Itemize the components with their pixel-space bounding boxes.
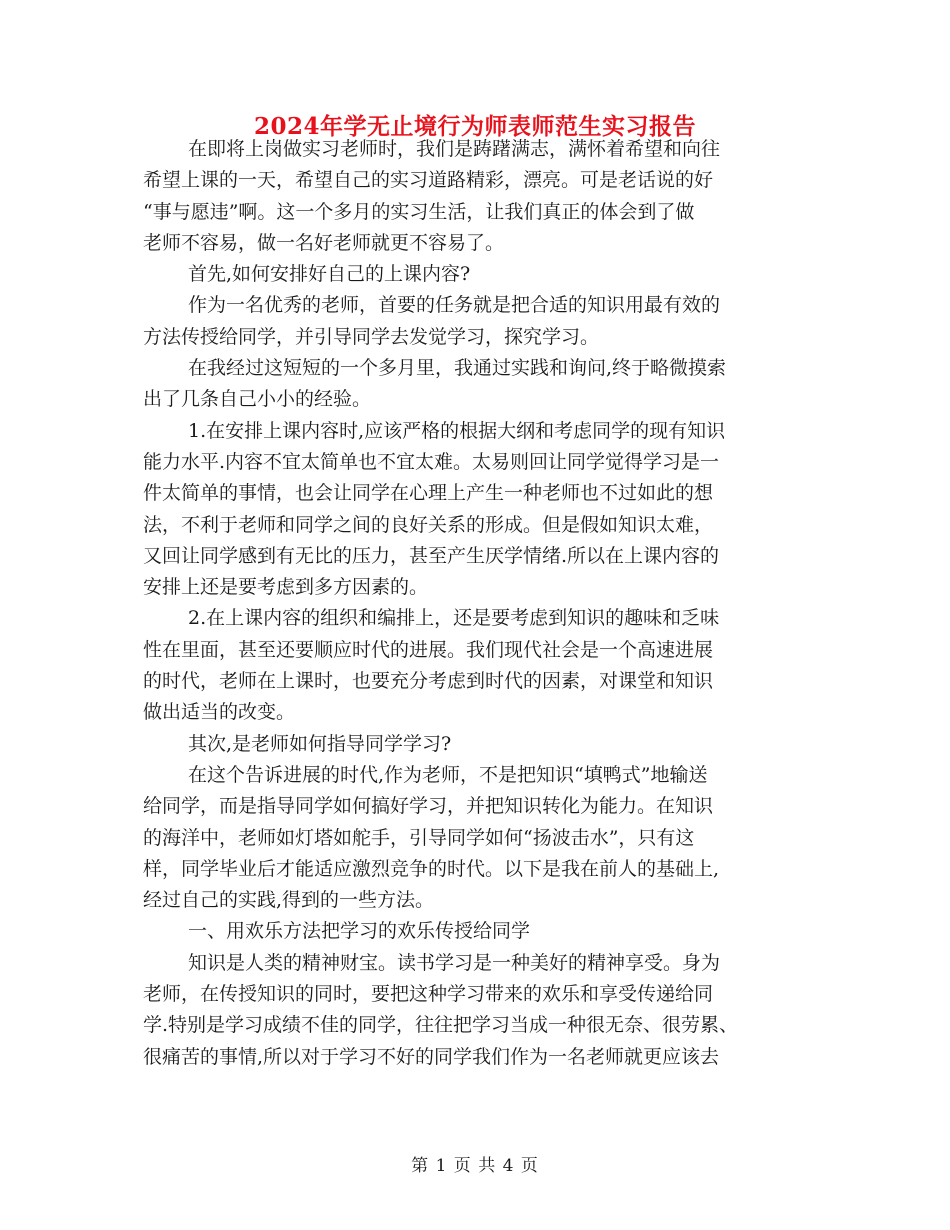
paragraph-line: “事与愿违”啊。这一个多月的实习生活，让我们真正的体会到了做 — [143, 200, 695, 223]
paragraph-line: 的海洋中，老师如灯塔如舵手，引导同学如何“扬波击水”，只有这 — [143, 826, 695, 849]
paragraph-line: 又回让同学感到有无比的压力，甚至产生厌学情绪.所以在上课内容的 — [143, 544, 720, 567]
paragraph-line: 其次,是老师如何指导同学学习? — [188, 732, 452, 755]
paragraph-line: 件太简单的事情，也会让同学在心理上产生一种老师也不过如此的想 — [143, 482, 714, 505]
paragraph-line: 学.特别是学习成绩不佳的同学，往往把学习当成一种很无奈、很劳累、 — [143, 1014, 739, 1037]
section-heading-method-1 — [143, 916, 813, 947]
paragraph-line: 在这个告诉进展的时代,作为老师，不是把知识“填鸭式”地输送 — [188, 763, 708, 786]
document-title: 2024年学无止境行为师表师范生实习报告 — [253, 113, 696, 140]
paragraph-line: 的时代，老师在上课时，也要充分考虑到时代的因素，对课堂和知识 — [143, 670, 714, 693]
paragraph-line: 在即将上岗做实习老师时，我们是踌躇满志，满怀着希望和向往 — [188, 138, 721, 160]
paragraph-guidance — [143, 760, 813, 916]
paragraph-line: 很痛苦的事情,所以对于学习不好的同学我们作为一名老师就更应该去 — [143, 1045, 720, 1068]
section-heading-first — [143, 259, 813, 290]
paragraph-experience — [143, 353, 813, 416]
paragraph-intro — [143, 134, 813, 259]
paragraph-line: 样，同学毕业后才能适应激烈竞争的时代。以下是我在前人的基础上, — [143, 857, 720, 880]
paragraph-point-2 — [143, 603, 813, 728]
paragraph-line: 法，不利于老师和同学之间的良好关系的形成。但是假如知识太难， — [143, 513, 714, 536]
paragraph-line: 给同学，而是指导同学如何搞好学习，并把知识转化为能力。在知识 — [143, 795, 714, 818]
paragraph-line: 经过自己的实践,得到的一些方法。 — [143, 889, 435, 912]
paragraph-line: 1.在安排上课内容时,应该严格的根据大纲和考虑同学的现有知识 — [188, 419, 726, 442]
paragraph-line: 作为一名优秀的老师，首要的任务就是把合适的知识用最有效的 — [188, 294, 721, 317]
paragraph-line: 2.在上课内容的组织和编排上，还是要考虑到知识的趣味和乏味 — [188, 607, 720, 630]
paragraph-line: 老师不容易，做一名好老师就更不容易了。 — [143, 231, 505, 254]
paragraph-line: 在我经过这短短的一个多月里，我通过实践和询问,终于略微摸索 — [188, 357, 727, 380]
section-heading-second — [143, 729, 813, 760]
paragraph-knowledge — [143, 948, 813, 1073]
paragraph-line: 安排上还是要考虑到多方因素的。 — [143, 576, 429, 599]
paragraph-line: 希望上课的一天，希望自己的实习道路精彩，漂亮。可是老话说的好 — [143, 169, 714, 192]
paragraph-line: 能力水平.内容不宜太简单也不宜太难。太易则回让同学觉得学习是一 — [143, 450, 720, 473]
paragraph-point-1 — [143, 416, 813, 604]
paragraph-line: 性在里面，甚至还要顺应时代的进展。我们现代社会是一个高速进展 — [143, 638, 714, 661]
document-body — [143, 134, 813, 1073]
paragraph-line: 方法传授给同学，并引导同学去发觉学习，探究学习。 — [143, 325, 600, 348]
page-number-footer: 第 1 页 共 4 页 — [411, 1156, 539, 1176]
paragraph-line: 出了几条自己小小的经验。 — [143, 388, 372, 411]
paragraph-teacher-task — [143, 290, 813, 353]
paragraph-line: 首先,如何安排好自己的上课内容? — [188, 263, 471, 286]
paragraph-line: 老师，在传授知识的同时，要把这种学习带来的欢乐和享受传递给同 — [143, 983, 714, 1006]
paragraph-line: 做出适当的改变。 — [143, 701, 296, 724]
paragraph-line: 知识是人类的精神财宝。读书学习是一种美好的精神享受。身为 — [188, 951, 721, 974]
paragraph-line: 一、用欢乐方法把学习的欢乐传授给同学 — [188, 920, 531, 943]
